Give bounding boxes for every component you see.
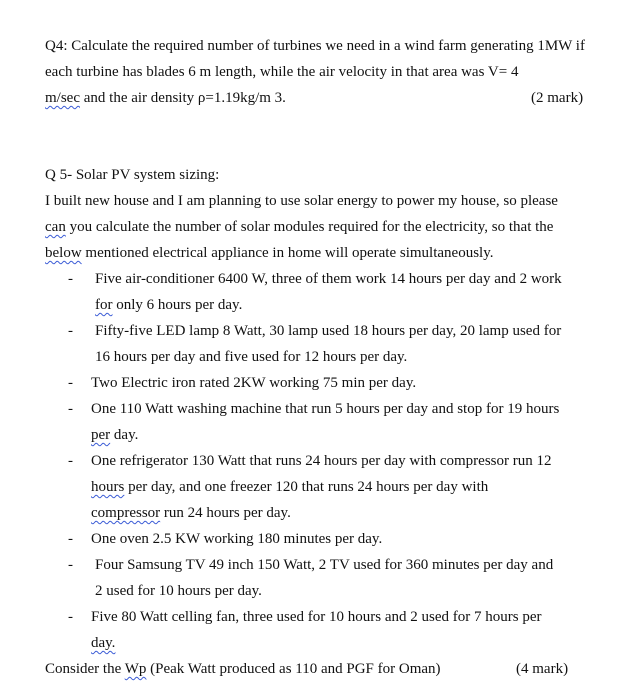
q5-intro-2 <box>45 218 553 236</box>
bullet-dash: - <box>68 375 73 391</box>
bullet-dash: - <box>68 531 73 547</box>
list-item-5-line-3-text: run 24 hours per day. <box>160 505 291 521</box>
list-item-7-line-1: Four Samsung TV 49 inch 150 Watt, 2 TV used for 360 minutes per day and <box>95 557 554 573</box>
list-item-3-line-1: Two Electric iron rated 2KW working 75 min per day. <box>91 375 417 391</box>
list-item-7-line-2: 2 used for 10 hours per day. <box>95 583 262 599</box>
bullet-dash: - <box>68 609 73 625</box>
q4-line-2: each turbine has blades 6 m length, while the air velocity in that area was V= 4 <box>45 64 519 80</box>
list-item-2-line-2: 16 hours per day and five used for 12 hours per day. <box>95 349 408 365</box>
list-item-1-line-1: Five air-conditioner 6400 W, three of them work 14 hours per day and 2 work <box>95 271 562 287</box>
bullet-dash: - <box>68 401 73 417</box>
list-item-4-line-2 <box>91 426 138 444</box>
q5-intro-3-word: below <box>45 245 82 261</box>
bullet-dash: - <box>68 453 73 469</box>
q4-line-1: Q4: Calculate the required number of turbines we need in a wind farm generating 1MW if <box>45 38 585 54</box>
q4-line-3-text: and the air density ρ=1.19kg/m 3. <box>80 90 286 106</box>
q4-marks: (2 mark) <box>531 90 584 106</box>
list-item-6-line-1: One oven 2.5 KW working 180 minutes per day. <box>91 531 383 547</box>
q5-intro-3 <box>45 244 493 262</box>
list-item-1-underlined-word: for <box>95 297 113 313</box>
list-item-5-line-2-text: per day, and one freezer 120 that runs 24 hours per day with <box>124 479 489 495</box>
list-item-8-line-1: Five 80 Watt celling fan, three used for 10 hours and 2 used for 7 hours per <box>91 609 542 625</box>
q5-footer-start: Consider the <box>45 661 125 677</box>
list-item-4-line-1: One 110 Watt washing machine that run 5 hours per day and stop for 19 hours <box>91 401 560 417</box>
list-item-4-underlined-word: per <box>91 427 111 443</box>
list-item-1-line-2-text: only 6 hours per day. <box>112 297 243 313</box>
bullet-dash: - <box>68 557 73 573</box>
list-item-1-line-2 <box>95 296 242 314</box>
list-item-5-line-2 <box>91 478 488 496</box>
list-item-5-line-1: One refrigerator 130 Watt that runs 24 hours per day with compressor run 12 <box>91 453 552 469</box>
q5-intro-3-text: mentioned electrical appliance in home will operate simultaneously. <box>81 245 494 261</box>
q5-intro-2-word: can <box>45 219 66 235</box>
list-item-4-line-2-text: day. <box>110 427 139 443</box>
q5-intro-1: I built new house and I am planning to use solar energy to power my house, so please <box>45 193 558 209</box>
q4-velocity-unit: m/sec <box>45 90 80 106</box>
list-item-5-underlined-word-2: compressor <box>91 505 161 521</box>
q5-intro-2-text: you calculate the number of solar modules required for the electricity, so that the <box>65 219 554 235</box>
q5-footer-text: (Peak Watt produced as 110 and PGF for Oman) <box>146 661 441 677</box>
list-item-5-underlined-word: hours <box>91 479 125 495</box>
bullet-dash: - <box>68 323 73 339</box>
q5-marks: (4 mark) <box>516 661 569 677</box>
bullet-dash: - <box>68 271 73 287</box>
q5-title: Q 5- Solar PV system sizing: <box>45 167 220 183</box>
list-item-8-line-2 <box>91 634 115 652</box>
q5-footer-wp: Wp <box>124 661 147 677</box>
q5-footer <box>45 660 441 678</box>
list-item-8-underlined-word: day. <box>91 635 116 651</box>
q4-line-3 <box>45 89 286 107</box>
list-item-2-line-1: Fifty-five LED lamp 8 Watt, 30 lamp used 18 hours per day, 20 lamp used for <box>95 323 562 339</box>
list-item-5-line-3 <box>91 504 291 522</box>
